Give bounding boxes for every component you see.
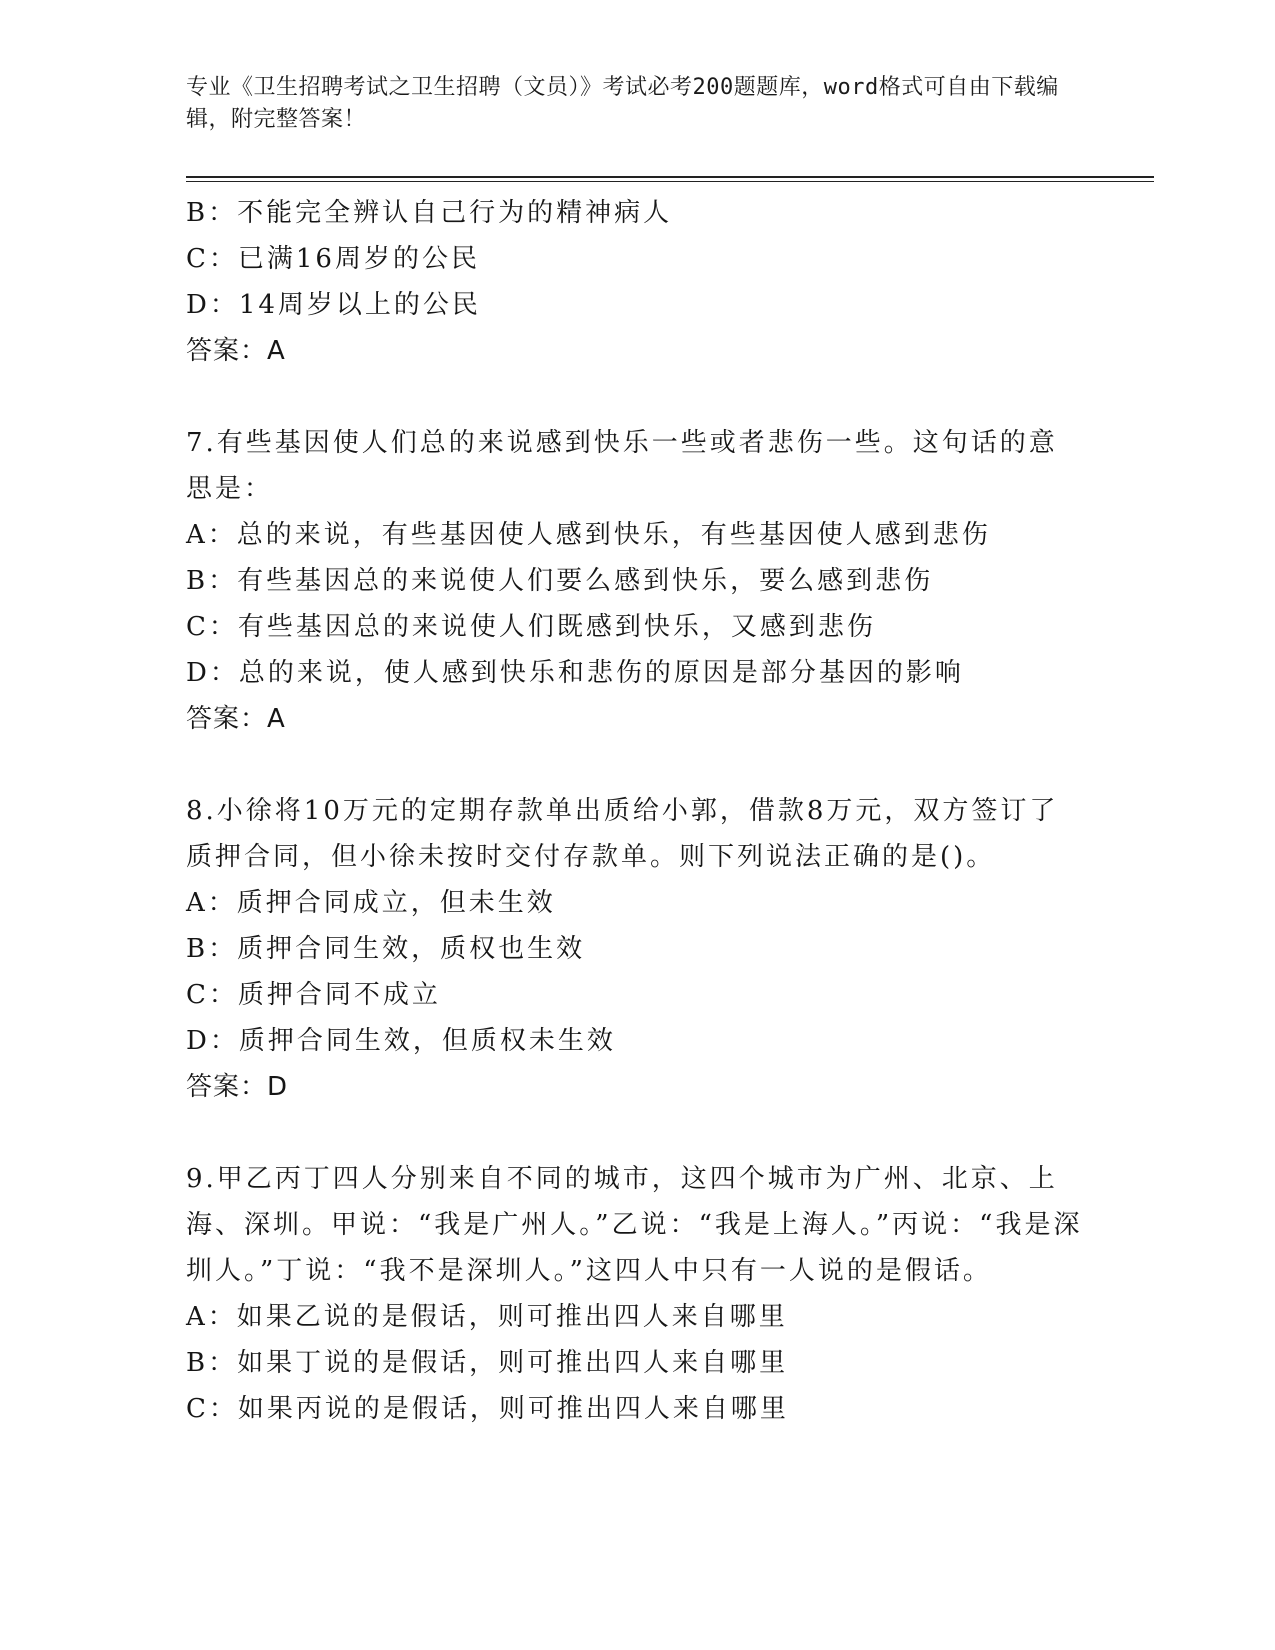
q7-option-a: A：总的来说，有些基因使人感到快乐，有些基因使人感到悲伤: [186, 520, 991, 550]
spacer: [186, 374, 1086, 420]
q7-option-b: B：有些基因总的来说使人们要么感到快乐，要么感到悲伤: [186, 566, 934, 596]
q7-stem: 7.有些基因使人们总的来说感到快乐一些或者悲伤一些。这句话的意思是：: [186, 428, 1058, 504]
q7-option-d: D：总的来说，使人感到快乐和悲伤的原因是部分基因的影响: [186, 658, 964, 688]
q7-option-c: C：有些基因总的来说使人们既感到快乐，又感到悲伤: [186, 612, 876, 642]
q8-option-a: A：质押合同成立，但未生效: [186, 888, 556, 918]
q8-option-c: C：质押合同不成立: [186, 980, 441, 1010]
header-rule-thin: [186, 181, 1154, 182]
q9-stem: 9.甲乙丙丁四人分别来自不同的城市，这四个城市为广州、北京、上海、深圳。甲说：“我是广州人。”乙说：“我是上海人。”丙说：“我是深圳人。”丁说：“我不是深圳人。”这四人中只有一人说的是假话。: [186, 1164, 1083, 1286]
q6-option-d: D：14周岁以上的公民: [186, 290, 481, 320]
spacer: [186, 1110, 1086, 1156]
q6-answer: 答案：A: [186, 336, 286, 366]
q6-option-c: C：已满16周岁的公民: [186, 244, 480, 274]
q9-option-c: C：如果丙说的是假话，则可推出四人来自哪里: [186, 1394, 789, 1424]
q8-option-b: B：质押合同生效，质权也生效: [186, 934, 586, 964]
spacer: [186, 742, 1086, 788]
q8-option-d: D：质押合同生效，但质权未生效: [186, 1026, 616, 1056]
q8-stem: 8.小徐将10万元的定期存款单出质给小郭，借款8万元，双方签订了质押合同，但小徐未按时交付存款单。则下列说法正确的是()。: [186, 796, 1059, 872]
q9-option-a: A：如果乙说的是假话，则可推出四人来自哪里: [186, 1302, 788, 1332]
q6-option-b: B：不能完全辨认自己行为的精神病人: [186, 198, 673, 228]
document-header: 专业《卫生招聘考试之卫生招聘（文员）》考试必考200题题库，word格式可自由下载编辑，附完整答案！: [186, 75, 1059, 132]
header-rule-thick: [186, 176, 1154, 178]
q9-option-b: B：如果丁说的是假话，则可推出四人来自哪里: [186, 1348, 789, 1378]
q8-answer: 答案：D: [186, 1072, 289, 1102]
question-content: [186, 190, 1086, 1432]
q7-answer: 答案：A: [186, 704, 286, 734]
